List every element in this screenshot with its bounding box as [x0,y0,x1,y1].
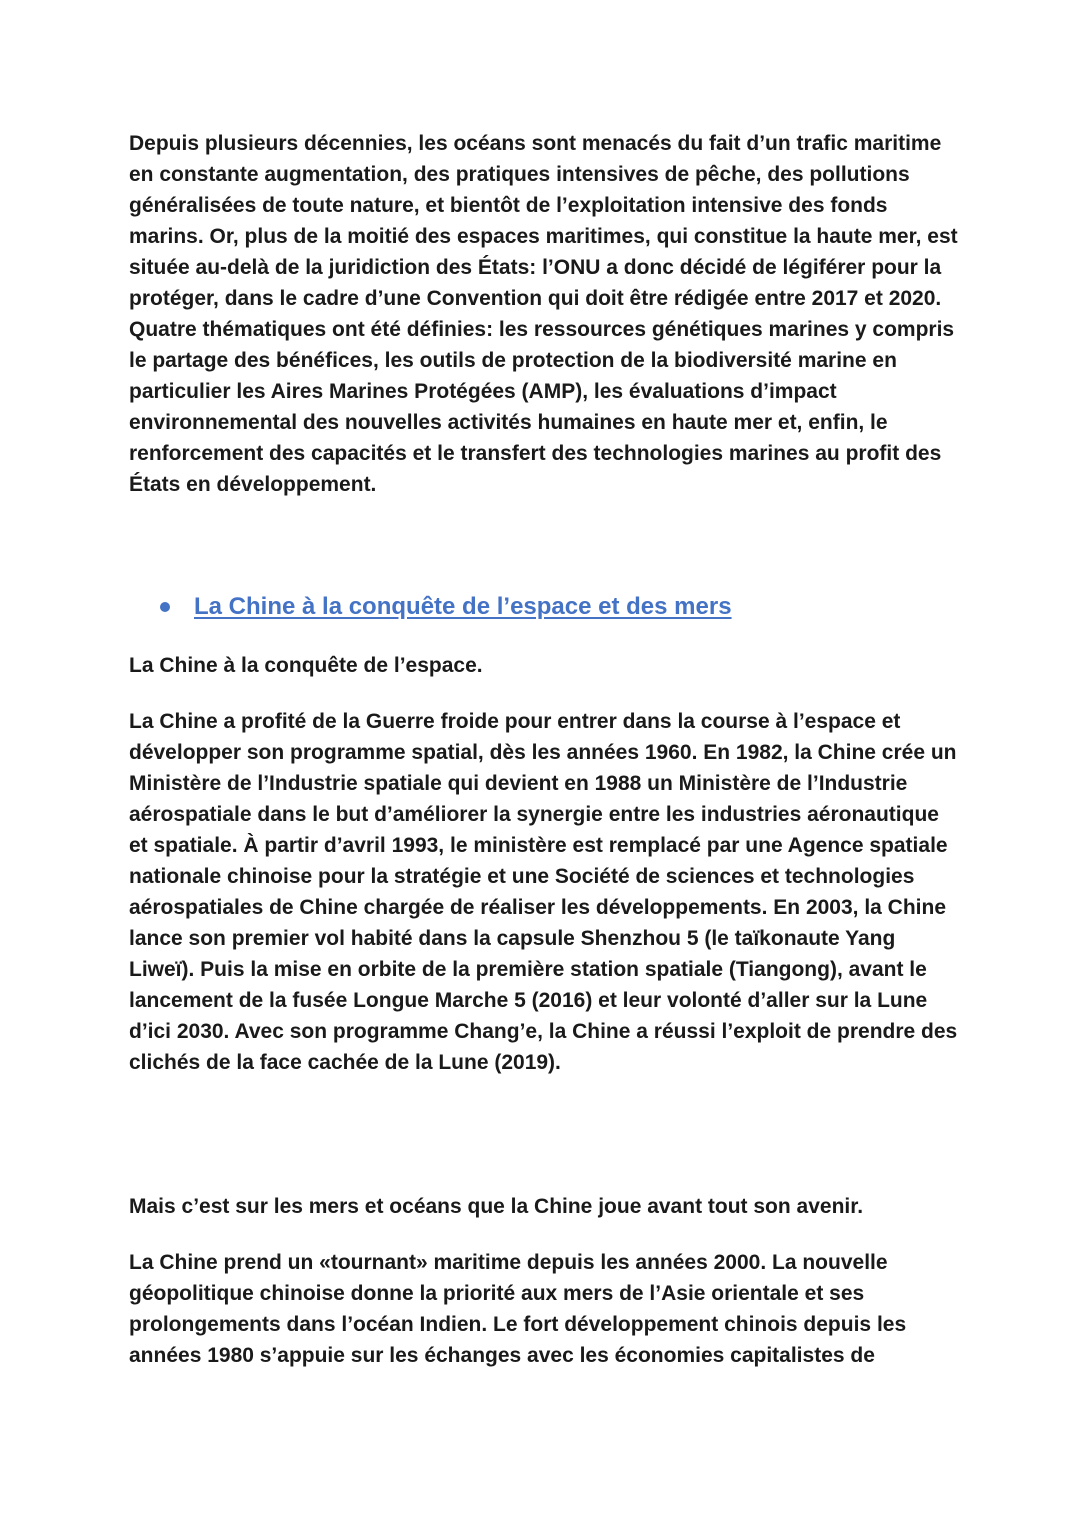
section-heading-link[interactable]: La Chine à la conquête de l’espace et des mers [194,593,732,620]
paragraph-space-program: La Chine a profité de la Guerre froide pour entrer dans la course à l’espace et développer son programme spatial, dès les années 1960. En 1982, la Chine crée un Ministère de l’Industrie spatiale qui devient en 1988 un Ministère de l’Industrie aérospatiale dans le but d’améliorer la synergie entre les industries aéronautique et spatiale. À partir d’avril 1993, le ministère est remplacé par une Agence spatiale nationale chinoise pour la stratégie et une Société de sciences et technologies aérospatiales de Chine chargée de réaliser les développements. En 2003, la Chine lance son premier vol habité dans la capsule Shenzhou 5 (le taïkonaute Yang Liweï). Puis la mise en orbite de la première station spatiale (Tiangong), avant le lancement de la fusée Longue Marche 5 (2016) et leur volonté d’aller sur la Lune d’ici 2030. Avec son programme Chang’e, la Chine a réussi l’exploit de prendre des clichés de la face cachée de la Lune (2019). [129,710,958,1074]
section-heading [160,590,732,624]
paragraph-maritime-turn: La Chine prend un «tournant» maritime depuis les années 2000. La nouvelle géopolitique chinoise donne la priorité aux mers de l’Asie orientale et ses prolongements dans l’océan Indien. Le fort développement chinois depuis les années 1980 s’appuie sur les échanges avec les économies capitalistes de [129,1251,907,1367]
bullet-icon [160,602,170,612]
subheading-seas: Mais c’est sur les mers et océans que la Chine joue avant tout son avenir. [129,1195,864,1218]
paragraph-oceans-threats: Depuis plusieurs décennies, les océans sont menacés du fait d’un trafic maritime en constante augmentation, des pratiques intensives de pêche, des pollutions généralisées de toute nature, et bientôt de l’exploitation intensive des fonds marins. Or, plus de la moitié des espaces maritimes, qui constitue la haute mer, est située au-delà de la juridiction des États: l’ONU a donc décidé de légiférer pour la protéger, dans le cadre d’une Convention qui doit être rédigée entre 2017 et 2020. Quatre thématiques ont été définies: les ressources génétiques marines y compris le partage des bénéfices, les outils de protection de la biodiversité marine en particulier les Aires Marines Protégées (AMP), les évaluations d’impact environnemental des nouvelles activités humaines en haute mer et, enfin, le renforcement des capacités et le transfert des technologies marines au profit des États en développement. [129,132,958,496]
subheading-space: La Chine à la conquête de l’espace. [129,654,483,677]
